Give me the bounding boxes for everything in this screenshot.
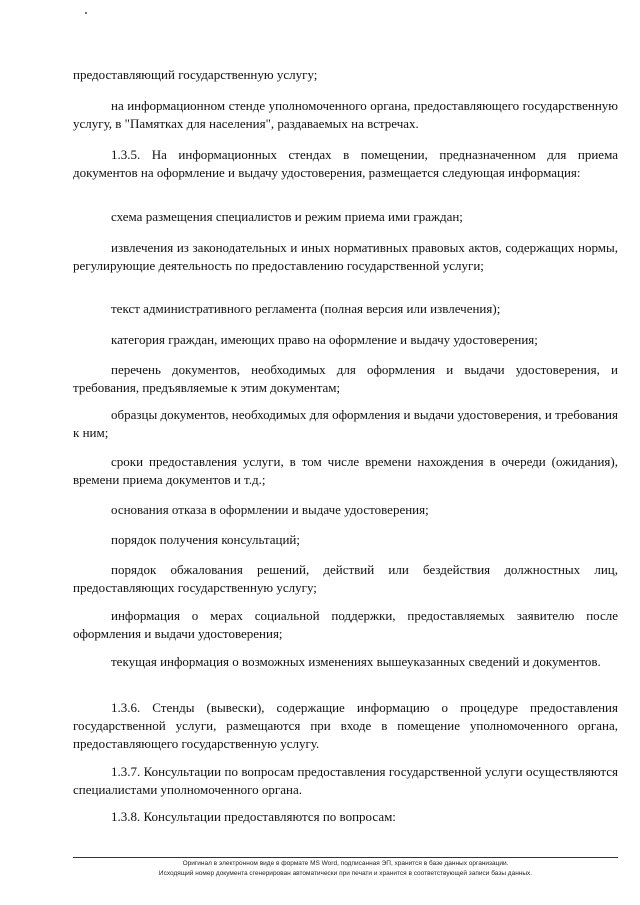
paragraph-1-3-6: 1.3.6. Стенды (вывески), содержащие информацию о процедуре предоставления государственной услуги, размещаются при входе в помещение уполномоченного органа, предоставляющего государственную услугу.	[73, 700, 618, 751]
list-item-regulation-text: текст административного регламента (полная версия или извлечения);	[111, 301, 501, 316]
list-item-current-info: текущая информация о возможных изменениях вышеуказанных сведений и документов.	[111, 654, 601, 669]
footer-note-outgoing-number: Исходящий номер документа сгенерирован автоматически при печати и хранится в соответствующей записи базы данных.	[158, 870, 533, 877]
footer-divider	[73, 857, 618, 858]
paragraph-1-3-7: 1.3.7. Консультации по вопросам предоставления государственной услуги осуществляются специалистами уполномоченного органа.	[73, 764, 618, 797]
list-item-scheme: схема размещения специалистов и режим приема ими граждан;	[111, 209, 463, 224]
scan-speck	[85, 12, 87, 14]
paragraph-1-3-8: 1.3.8. Консультации предоставляются по вопросам:	[111, 809, 396, 824]
paragraph-1-3-5: 1.3.5. На информационных стендах в помещении, предназначенном для приема документов на оформление и выдачу удостоверения, размещается следующая информация:	[73, 147, 618, 180]
list-item-consultation-procedure: порядок получения консультаций;	[111, 532, 300, 547]
paragraph-info-stand: на информационном стенде уполномоченного органа, предоставляющего государственную услугу, в "Памятках для населения", раздаваемых на встречах.	[73, 98, 618, 131]
list-item-citizen-category: категория граждан, имеющих право на оформление и выдачу удостоверения;	[111, 332, 538, 347]
footer-note-original: Оригинал в электронном виде в формате MS Word, подписанная ЭП, хранится в базе данных организации.	[182, 860, 509, 867]
list-item-extracts: извлечения из законодательных и иных нормативных правовых актов, содержащих нормы, регулирующие деятельность по предоставлению государственной услуги;	[73, 240, 618, 273]
list-item-service-terms: сроки предоставления услуги, в том числе времени нахождения в очереди (ожидания), времени приема документов и т.д.;	[73, 454, 618, 487]
paragraph-continuation: предоставляющий государственную услугу;	[73, 67, 318, 82]
list-item-appeal-procedure: порядок обжалования решений, действий или бездействия должностных лиц, предоставляющих государственную услугу;	[73, 562, 618, 595]
list-item-refusal-grounds: основания отказа в оформлении и выдаче удостоверения;	[111, 502, 429, 517]
list-item-document-list: перечень документов, необходимых для оформления и выдачи удостоверения, и требования, предъявляемые к этим документам;	[73, 362, 618, 395]
list-item-social-support: информация о мерах социальной поддержки, предоставляемых заявителю после оформления и выдачи удостоверения;	[73, 608, 618, 641]
list-item-document-samples: образцы документов, необходимых для оформления и выдачи удостоверения, и требования к ним;	[73, 407, 618, 440]
